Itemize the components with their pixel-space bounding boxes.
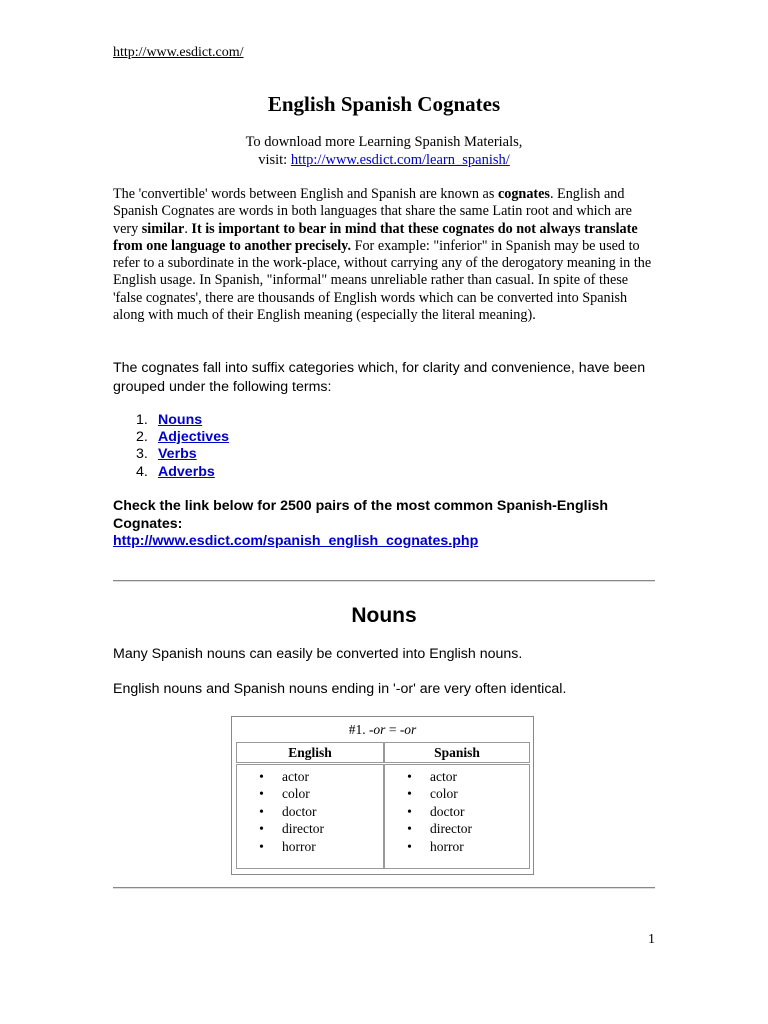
column-header-spanish: Spanish — [384, 742, 530, 763]
category-link-adjectives[interactable]: Adjectives — [158, 429, 229, 446]
check-link-block — [113, 498, 673, 551]
bullet: • — [259, 786, 264, 802]
list-item — [237, 785, 324, 802]
section-divider — [113, 887, 655, 889]
download-line-1: To download more Learning Spanish Materials, — [245, 134, 523, 150]
learn-spanish-link[interactable]: http://www.esdict.com/learn_spanish/ — [290, 152, 510, 168]
bullet: • — [407, 838, 412, 854]
category-item — [113, 464, 229, 481]
nouns-paragraph-2: English nouns and Spanish nouns ending in '-or' are very often identical. — [113, 681, 567, 697]
bullet: • — [259, 821, 264, 837]
list-item — [385, 803, 472, 820]
intro-text-1: The 'convertible' words between English and Spanish are known as — [113, 186, 498, 202]
spanish-word: horror — [430, 838, 464, 854]
english-word: color — [282, 786, 310, 802]
bullet: • — [407, 803, 412, 819]
list-item — [385, 820, 472, 837]
english-word: actor — [282, 769, 309, 784]
intro-text-3: . — [184, 220, 192, 237]
column-header-english: English — [236, 742, 384, 763]
category-item — [113, 446, 229, 463]
category-link-adverbs[interactable]: Adverbs — [158, 463, 215, 480]
caption-suffix-english: -or — [368, 722, 386, 737]
spanish-word: color — [430, 786, 458, 802]
list-item — [385, 838, 472, 855]
caption-equals: = — [385, 722, 400, 737]
english-word: horror — [282, 838, 316, 854]
bullet: • — [259, 838, 264, 854]
cognates-table — [231, 716, 534, 875]
header-url-link[interactable]: http://www.esdict.com/ — [113, 45, 244, 60]
page-title: English Spanish Cognates — [267, 92, 501, 116]
category-list — [113, 412, 229, 481]
nouns-heading: Nouns — [351, 604, 417, 627]
english-column — [236, 764, 384, 869]
page-number: 1 — [648, 932, 655, 947]
category-link-verbs[interactable]: Verbs — [158, 446, 197, 463]
list-item — [237, 838, 324, 855]
english-word: director — [282, 821, 324, 837]
download-line-2 — [0, 151, 768, 169]
categories-intro: The cognates fall into suffix categories which, for clarity and convenience, have been grouped under the following terms: — [113, 360, 646, 395]
spanish-word: doctor — [430, 803, 465, 819]
intro-text-2: . English and Spanish Cognates are words in both languages that share the same Latin root and which are very — [113, 186, 632, 237]
category-item — [113, 412, 229, 429]
bullet: • — [407, 769, 412, 784]
header-url — [113, 45, 244, 61]
download-prefix: visit: — [258, 152, 291, 168]
caption-suffix-spanish: -or — [399, 722, 417, 737]
bullet: • — [259, 803, 264, 819]
category-number: 2. — [136, 429, 148, 446]
category-number: 3. — [136, 446, 148, 463]
intro-paragraph — [113, 186, 658, 324]
section-divider — [113, 580, 655, 582]
list-item — [237, 768, 324, 785]
bullet: • — [407, 821, 412, 837]
list-item — [237, 803, 324, 820]
intro-bold-cognates: cognates — [497, 186, 550, 202]
check-text: Check the link below for 2500 pairs of the most common Spanish-English Cognates: — [113, 498, 609, 532]
list-item — [385, 785, 472, 802]
category-item — [113, 429, 229, 446]
cognates-list-link[interactable]: http://www.esdict.com/spanish_english_cognates.php — [113, 533, 479, 549]
intro-bold-similar: similar — [141, 220, 185, 237]
intro-text-4: For example: "inferior" in Spanish may be used to refer to a subordinate in the work-place, without carrying any of the derogatory meaning in the English usage. In Spanish, "informal" means unreliable rather than casual. In spite of these 'false cognates', there are thousands of English words which can be converted into Spanish along with much of their English meaning (especially the literal meaning). — [113, 237, 652, 324]
intro-bold-warning: It is important to bear in mind that these cognates do not always translate from one language to another precisely. — [113, 220, 638, 254]
english-word: doctor — [282, 803, 317, 819]
table-caption — [232, 722, 533, 738]
list-item — [237, 820, 324, 837]
category-number: 1. — [136, 412, 148, 428]
caption-prefix: #1. — [348, 722, 369, 737]
spanish-word: actor — [430, 769, 457, 784]
bullet: • — [259, 769, 264, 784]
category-number: 4. — [136, 463, 148, 480]
category-link-nouns[interactable]: Nouns — [158, 412, 203, 428]
nouns-paragraph-1: Many Spanish nouns can easily be converted into English nouns. — [113, 646, 523, 662]
spanish-column — [384, 764, 530, 869]
spanish-word: director — [430, 821, 472, 837]
list-item — [385, 768, 472, 785]
bullet: • — [407, 786, 412, 802]
download-note — [0, 133, 768, 169]
